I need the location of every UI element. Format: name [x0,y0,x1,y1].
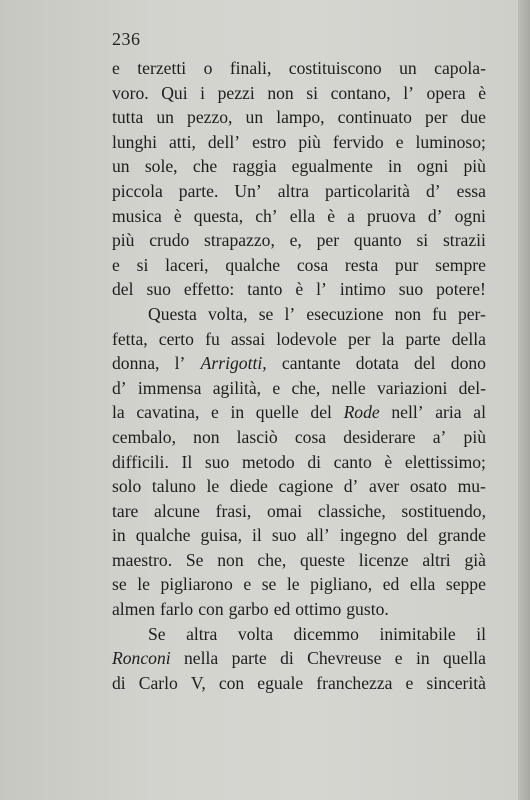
word: suo [204,451,230,472]
word: per [425,107,448,128]
word: a [347,205,355,226]
word: quelle [255,402,299,423]
word: parte [231,648,267,669]
text-line [112,228,486,253]
word: l’ [284,303,296,324]
text-line [112,597,486,622]
word: e [405,672,414,693]
word: non [394,303,422,324]
text-line [112,327,486,352]
word: quanto [353,230,402,251]
word: dono [450,353,486,374]
word: cagione [278,476,334,497]
word: volta [237,623,274,644]
word: in [388,156,402,177]
word: altri [422,549,451,570]
page-edge [518,0,530,800]
word: volta, [207,303,248,324]
word: ella [289,205,316,226]
word: fu [205,328,220,349]
word: Se [148,623,166,644]
word: laceri, [165,254,209,275]
word: al [473,402,486,423]
word: in [112,525,126,546]
word: sole, [144,156,178,177]
text-line [112,400,486,425]
word: elettissimo; [404,451,486,472]
word: per- [457,303,486,324]
word: suo [146,279,171,300]
word: gusto. [346,599,389,620]
word: dicemmo [293,623,359,644]
word: sempre [435,254,486,275]
word: strapazzo, [204,230,275,251]
text-line [112,105,486,130]
word: capola- [434,58,486,78]
word: in [415,648,430,669]
text-line [112,572,486,597]
word: parte [405,328,441,349]
word: essa [456,180,486,201]
word: l’ [174,353,186,374]
word: maestro. [112,549,173,570]
word: le [137,574,150,595]
word: continuato [337,107,412,128]
word: finali, [229,58,272,78]
word: lunghi [112,131,157,152]
word: un [112,156,130,177]
word: contano, [330,82,391,103]
word: fu [432,303,447,324]
text-line [112,179,486,204]
word: inimitabile [379,623,456,644]
text-line [112,499,486,524]
word: cavatina, [136,402,200,423]
word: eguale [257,672,304,693]
word: mu- [457,476,486,497]
word: è [384,451,393,472]
text-line [112,523,486,548]
word: all’ [306,525,330,546]
word: ottimo [295,599,342,620]
word: il [252,525,262,546]
word: atti, [168,131,196,152]
word: è [478,82,486,103]
word: ella [409,574,436,595]
word: ed [273,599,291,620]
word: del [406,525,429,546]
word: d’ [112,377,127,398]
word: omai [266,500,303,521]
word: se [261,574,277,595]
word: del [310,402,332,423]
word: non [267,82,294,103]
text-line [112,277,486,302]
word: variazioni [377,377,448,398]
word: nella [184,648,219,669]
word: cosa [296,254,329,275]
word: V, [190,672,206,693]
word: pezzi [217,82,255,103]
word: due [460,107,486,128]
word: per [316,230,340,251]
word: cosa [294,426,327,447]
word: lasciò [236,426,278,447]
word: agilità, [212,377,262,398]
word: difficili. [112,451,169,472]
text-line [112,474,486,499]
word: pigliano, [310,574,373,595]
word: i [200,82,206,103]
word: e [394,648,403,669]
word: particolarità [325,180,410,201]
word: del [112,279,134,300]
word: Carlo [138,672,178,693]
word: si [136,254,149,275]
word: donna, [112,353,160,374]
word: d’ [343,476,359,497]
word: che, [257,549,287,570]
word: più [463,426,486,447]
word: che [192,156,218,177]
text-line [112,548,486,573]
word: osato [409,476,447,497]
word: cantante [281,353,341,374]
word: raggia [232,156,277,177]
word: fetta, [112,328,148,349]
word: voro. [112,82,149,103]
word: non [217,549,244,570]
text-line [112,81,486,106]
word: queste [300,549,345,570]
word: opera [426,82,466,103]
word: ogni [454,205,486,226]
word: certo [158,328,194,349]
word: pruova [366,205,416,226]
word: lodevole [276,328,337,349]
word: di [112,672,126,693]
word: diede [229,476,268,497]
word: metodo [241,451,295,472]
word: tare [112,500,139,521]
word: parte. [178,180,219,201]
word: alcune [154,500,200,521]
word: seppe [445,574,486,595]
italic-word: Ronconi [112,648,171,669]
word: piccola [112,180,163,201]
word: quella [442,648,486,669]
word: ed [382,574,400,595]
word: altra [277,180,309,201]
word: del- [458,377,486,398]
word: sostituendo, [401,500,486,521]
word: Il [181,451,193,472]
word: cembalo, [112,426,176,447]
word: con [198,599,224,620]
word: è [173,205,182,226]
word: si [306,82,319,103]
word: sincerità [426,672,486,693]
word: qualche [225,254,281,275]
word: questa, [193,205,244,226]
word: un [399,58,417,78]
word: classiche, [317,500,386,521]
word: luminoso; [415,131,486,152]
word: nelle [331,377,366,398]
body-text [112,56,486,695]
word: grande [438,525,486,546]
word: e [243,574,252,595]
word: dell’ [207,131,241,152]
word: l’ [403,82,414,103]
text-line [112,425,486,450]
word: è [295,279,304,300]
word: un [156,107,174,128]
italic-word: Rode [343,402,380,423]
word: a’ [432,426,447,447]
word: fervido [332,131,384,152]
word: egualmente [291,156,373,177]
word: frasi, [215,500,252,521]
word: se [112,574,127,595]
word: immensa [137,377,202,398]
word: le [206,476,220,497]
word: e [211,402,219,423]
word: Qui [161,82,188,103]
word: effetto: [183,279,235,300]
word: la [381,328,395,349]
text-line [112,351,486,376]
word: musica [112,205,162,226]
word: più [112,230,135,251]
word: la [112,402,125,423]
word: ch’ [255,205,278,226]
word: guisa, [200,525,243,546]
word: si [416,230,429,251]
word: pezzo, [187,107,233,128]
word: farlo [160,599,194,620]
text-line [112,450,486,475]
word: e, [289,230,302,251]
word: il [476,623,486,644]
word: tanto [247,279,283,300]
word: l’ [316,279,327,300]
word: dotata [355,353,399,374]
text-line [112,204,486,229]
word: più [298,131,321,152]
word: potere! [436,279,486,300]
word: di [280,648,294,669]
word: franchezza [316,672,393,693]
word: o [203,58,213,78]
word: altra [186,623,218,644]
word: resta [344,254,379,275]
word: Questa [148,303,197,324]
word: solo [112,476,142,497]
word: nell’ [391,402,424,423]
word: taluno [151,476,196,497]
page-number: 236 [112,29,141,49]
word: più [463,156,486,177]
text-line [112,646,486,671]
word: qualche [135,525,191,546]
word: costituiscono [288,58,382,78]
word: e [272,377,281,398]
word: già [464,549,486,570]
word: intimo [339,279,386,300]
word: esecuzione [306,303,384,324]
word: per [347,328,371,349]
word: ogni [416,156,449,177]
text-line [112,253,486,278]
word: licenze [358,549,409,570]
word: di [307,451,322,472]
word: con [218,672,245,693]
word: Se [185,549,204,570]
word: e [395,131,404,152]
word: aver [368,476,400,497]
word: non [193,426,220,447]
word: in [230,402,245,423]
word: terzetti [137,58,187,78]
word: almen [112,599,155,620]
word: d’ [426,180,441,201]
word: aria [435,402,462,423]
word: un [245,107,264,128]
word: strazii [442,230,486,251]
word: che, [291,377,321,398]
word: Chevreuse [307,648,382,669]
text-line [112,154,486,179]
word: le [286,574,300,595]
word: canto [333,451,372,472]
word: garbo [228,599,269,620]
word: e [112,254,120,275]
word: lampo, [276,107,325,128]
italic-word: Arrigotti, [200,353,267,374]
word: è [327,205,336,226]
word: desiderare [343,426,416,447]
text-line [112,302,486,327]
word: suo [398,279,424,300]
word: se [258,303,274,324]
word: suo [271,525,297,546]
text-line [112,130,486,155]
word: e [112,58,120,78]
word: ingegno [339,525,397,546]
text-line [112,671,486,696]
text-line [112,376,486,401]
word: assai [230,328,266,349]
word: Un’ [234,180,262,201]
word: crudo [149,230,190,251]
word: estro [252,131,287,152]
word: pur [394,254,419,275]
word: del [414,353,436,374]
text-line [112,622,486,647]
word: d’ [427,205,443,226]
word: tutta [112,107,144,128]
word: della [451,328,486,349]
word: pigliarono [160,574,233,595]
text-line [112,56,486,81]
